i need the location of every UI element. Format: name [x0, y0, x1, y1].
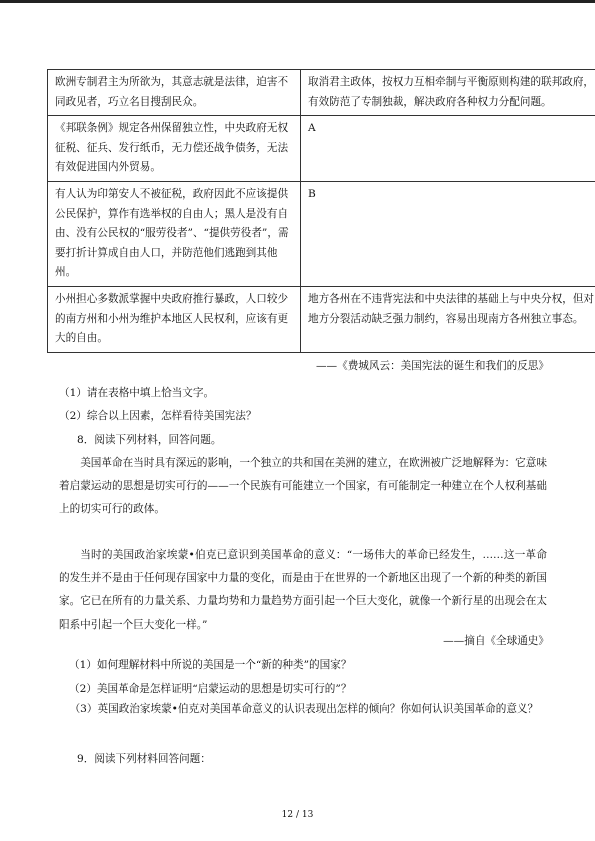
table-cell-left: 有人认为印第安人不被征税，政府因此不应该提供公民保护，算作有选举权的自由人；黑人是没有自由、没有公民权的“服劳役者”、“提供劳役者”，需要打折计算成自由人口，并防范他们逃跑到其他州。 — [48, 181, 301, 286]
table-cell-left: 小州担心多数派掌握中央政府推行暴政，人口较少的南方州和小州为维护本地区人民权利，应该有更大的自由。 — [48, 286, 301, 352]
table-cell-right: 地方各州在不违背宪法和中央法律的基础上与中央分权，但对地方分裂活动缺乏强力制约，容易出现南方各州独立事态。 — [301, 286, 595, 352]
table-row — [48, 70, 595, 116]
table-cell-left: 《邦联条例》规定各州保留独立性，中央政府无权征税、征兵、发行纸币，无力偿还战争债务，无法有效促进国内外贸易。 — [48, 116, 301, 182]
table-row — [48, 181, 595, 286]
question-8-1: （1）如何理解材料中所说的美国是一个“新的种类”的国家？ — [69, 659, 352, 671]
material-text-2: 当时的美国政治家埃蒙•伯克已意识到美国革命的意义：“一场伟大的革命已经发生，……这一革命的发生并不是由于任何现存国家中力量的变化，而是由于在世界的一个新地区出现了一个新的种类的新国家。它已在所有的力量关系、力量均势和力量趋势方面引起一个巨大变化，就像一个新行星的出现会在太阳系中引起一个巨大变化一样。” — [59, 549, 547, 631]
question-8-3: （3）英国政治家埃蒙•伯克对美国革命意义的认识表现出怎样的倾向？你如何认识美国革命的意义？ — [69, 703, 539, 715]
source-citation-2: ——摘自《全球通史》 — [443, 635, 549, 647]
question-9-heading: 9．阅读下列材料回答问题： — [77, 753, 211, 765]
material-paragraph-2 — [59, 544, 547, 637]
table-row — [48, 116, 595, 182]
table-cell-left: 欧洲专制君主为所欲为，其意志就是法律，迫害不同政见者，巧立名目搜刮民众。 — [48, 70, 301, 116]
table-cell-right: 取消君主政体，按权力互相牵制与平衡原则构建的联邦政府，有效防范了专制独裁，解决政府各种权力分配问题。 — [301, 70, 595, 116]
question-8-2: （2）美国革命是怎样证明“启蒙运动的思想是切实可行的”？ — [69, 683, 352, 695]
question-8-3-block — [59, 698, 547, 721]
table-cell-blank-b: B — [301, 181, 595, 286]
comparison-table — [47, 69, 595, 353]
question-1: （1）请在表格中填上恰当文字。 — [59, 387, 215, 399]
material-text-1: 美国革命在当时具有深远的影响，一个独立的共和国在美洲的建立，在欧洲被广泛地解释为：它意味着启蒙运动的思想是切实可行的——一个民族有可能建立一个国家，有可能制定一种建立在个人权利基础上的切实可行的政体。 — [59, 457, 547, 516]
source-citation-1: ——《费城风云：美国宪法的诞生和我们的反思》 — [315, 360, 549, 372]
table-cell-blank-a: A — [301, 116, 595, 182]
material-paragraph-1 — [59, 452, 547, 522]
question-8-heading: 8．阅读下列材料，回答问题。 — [77, 434, 222, 446]
table-row — [48, 286, 595, 352]
page-number: 12 / 13 — [281, 810, 314, 820]
top-rule — [0, 0, 595, 3]
question-2: （2）综合以上因素，怎样看待美国宪法？ — [59, 410, 257, 422]
